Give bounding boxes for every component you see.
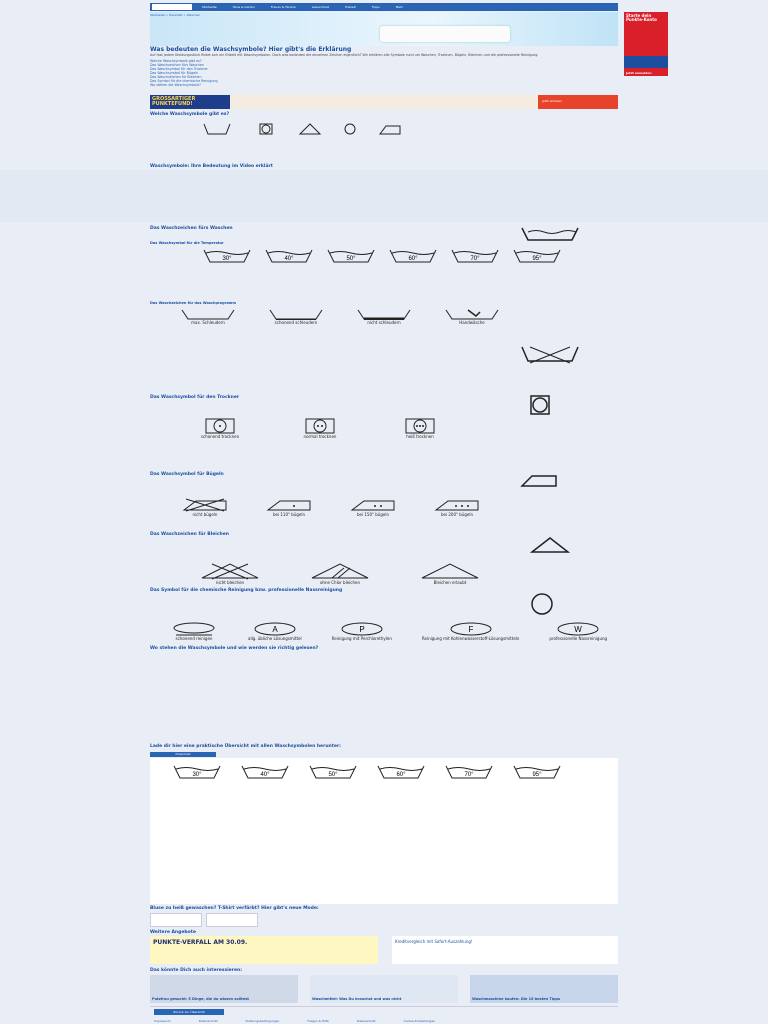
toc-item[interactable]: Das Waschzeichen fürs Waschen <box>150 63 204 67</box>
related-card-title: Waschmaschine kaufen: Die 15 besten Tipps <box>472 997 561 1001</box>
section-heading-clean: Das Symbol für die chemische Reinigung bzw. professionelle Nassreinigung <box>150 588 343 593</box>
dryer-symbol <box>300 418 340 439</box>
section-heading-where: Wo stehen die Waschsymbole und wie werden sie richtig gelesen? <box>150 646 319 651</box>
water-line <box>312 768 354 771</box>
dryer-label: heiß trocknen <box>406 434 434 439</box>
footer-link[interactable]: Fragen & Hilfe <box>307 1019 329 1023</box>
water-line <box>392 252 434 255</box>
download-button[interactable]: Download <box>150 752 216 757</box>
wash-tub-gentle-icon <box>268 308 324 320</box>
footer-links <box>154 1019 435 1024</box>
iron-label: bei 150° bügeln <box>356 512 389 517</box>
bleach-label: nicht bleichen <box>215 580 245 585</box>
footer-link[interactable]: Impressum <box>154 1019 171 1023</box>
iron-symbol <box>432 498 482 517</box>
footer-link[interactable]: Datenschutz <box>356 1019 376 1023</box>
dryer-normal-icon <box>300 418 340 434</box>
program-label: max. Schleudern <box>191 320 225 325</box>
offers-heading: Weitere Angebote <box>150 930 196 935</box>
dryer-label: normal trocknen <box>303 434 337 439</box>
iron-label: bei 200° bügeln <box>440 512 473 517</box>
dryer-symbols <box>200 418 440 439</box>
clean-gentle-icon <box>170 622 218 636</box>
article-title: Was bedeuten die Waschsymbole? Hier gibt's die Erklärung <box>150 46 352 53</box>
bleach-crossed-icon <box>200 562 260 580</box>
overview-heading: Lade dir hier eine praktische Übersicht mit allen Waschsymbolen herunter: <box>150 744 341 749</box>
footer-link[interactable]: Datenschutz <box>198 1019 218 1023</box>
temperature-label: 40° <box>284 256 294 262</box>
toc-item[interactable]: Das Waschsymbol für den Trockner <box>150 67 208 71</box>
clean-label: schonend reinigen <box>175 636 213 641</box>
clean-letter: F <box>468 625 474 634</box>
toc-item[interactable]: Wo stehen die Waschsymbole? <box>150 83 201 87</box>
temperature-label: 60° <box>408 256 418 262</box>
bleach-icon <box>530 536 570 554</box>
shop-logo[interactable] <box>206 913 258 927</box>
hand-wash-icon <box>444 308 500 320</box>
related-card-title: Waschmittel: Was Du brauchst und was nicht <box>312 997 402 1001</box>
article-intro: Auf fast jedem Kleidungsstück findet sich ein Etikett mit Waschsymbolen. Doch was bedeuten die einzelnen Zeichen eigentlich? Wir erklären alle Symbole rund um Waschen, Trocknen, Bügeln, Bleichen und die professionelle Reinigung. <box>150 53 539 57</box>
ad-banner-left: GROSSARTIGER PUNKTEFUND! <box>150 95 230 109</box>
clean-letter-icon <box>447 622 495 636</box>
nav-item[interactable]: Frauen & Familie <box>270 4 296 9</box>
iron-symbol <box>180 498 230 517</box>
hero-image <box>150 12 618 46</box>
temperature-label: 50° <box>346 256 356 262</box>
water-line <box>516 252 558 255</box>
clean-letter-icon <box>338 622 386 636</box>
bleach-symbol <box>200 562 260 585</box>
program-symbol <box>444 308 500 325</box>
nav-item[interactable]: Haus & Garten <box>232 4 255 9</box>
iron-two-dots-icon <box>348 498 398 512</box>
clean-symbol <box>248 622 302 641</box>
water-line <box>176 768 218 771</box>
footer-link[interactable]: Cookie-Einstellungen <box>403 1019 436 1023</box>
water-line <box>268 252 310 255</box>
table-of-contents <box>150 59 618 87</box>
clean-label: Reinigung mit Kohlenwasserstoff-Lösungsmitteln <box>421 636 520 641</box>
bleach-symbol <box>420 562 480 585</box>
ad-banner-middle <box>230 95 538 109</box>
section-heading-wash: Das Waschzeichen fürs Waschen <box>150 226 233 231</box>
iron-one-dot-icon <box>264 498 314 512</box>
offer-left[interactable]: PUNKTE-VERFALL AM 30.09. <box>150 936 378 964</box>
program-symbol <box>356 308 412 325</box>
temperature-label: 95° <box>532 772 542 778</box>
section-heading-iron: Das Waschsymbol für Bügeln <box>150 472 224 477</box>
clean-letter-icon <box>554 622 602 636</box>
side-ad-text: Starte dein Punkte-Konto <box>626 13 657 22</box>
dryer-label: schonend trocknen <box>200 434 240 439</box>
temperature-symbols <box>200 248 580 268</box>
clean-symbol <box>422 622 520 641</box>
nav-item[interactable]: Mehr <box>395 4 404 9</box>
ad-banner[interactable] <box>150 95 618 109</box>
top-navigation <box>150 3 618 11</box>
bleach-symbols <box>200 562 480 585</box>
dryer-symbol <box>400 418 440 439</box>
nav-item[interactable]: Tipps <box>371 4 380 9</box>
program-label: Handwäsche <box>459 320 485 325</box>
shop-logos[interactable] <box>150 913 260 929</box>
clean-letter: A <box>272 625 278 634</box>
dryer-icon <box>530 395 550 415</box>
program-heading: Das Waschzeichen für das Waschprogramm <box>150 301 236 305</box>
iron-symbols <box>180 498 482 517</box>
bleach-no-chlorine-icon <box>310 562 370 580</box>
side-ad-block <box>624 56 668 68</box>
dryer-low-icon <box>200 418 240 434</box>
nav-item[interactable]: Startseite <box>202 4 217 9</box>
footer <box>150 1006 618 1024</box>
wash-tub-no-spin-icon <box>356 308 412 320</box>
temperature-label: 30° <box>222 256 232 262</box>
section-heading-dryer: Das Waschsymbol für den Trockner <box>150 395 240 400</box>
wash-tub-icon <box>180 308 236 320</box>
side-ad[interactable] <box>624 12 668 76</box>
video-section[interactable] <box>0 164 768 222</box>
symbol-overview-icons <box>200 122 480 136</box>
clean-label: allg. übliche Lösungsmittel <box>248 636 302 641</box>
site-logo[interactable] <box>152 4 192 10</box>
related-heading: Bluse zu heiß gewaschen? T-Shirt verfärbt? Hier gibt's neue Mode: <box>150 906 319 911</box>
breadcrumb[interactable]: Startseite > Haushalt > Waschen <box>150 13 201 17</box>
side-ad-sub: Jetzt anmelden <box>626 71 652 75</box>
bleach-label: ohne Chlor bleichen <box>319 580 360 585</box>
bleach-label: Bleichen erlaubt <box>433 580 467 585</box>
iron-label: bei 110° bügeln <box>272 512 305 517</box>
water-line <box>454 252 496 255</box>
temperature-label: 70° <box>464 772 474 778</box>
wash-tub-icon <box>520 226 580 242</box>
water-line <box>206 252 248 255</box>
iron-symbol <box>264 498 314 517</box>
clean-letter: P <box>359 625 365 634</box>
clean-symbol <box>549 622 607 641</box>
dryer-symbol <box>200 418 240 439</box>
program-symbol <box>180 308 236 325</box>
program-label: nicht schleudern <box>367 320 401 325</box>
dry-clean-icon <box>530 592 554 616</box>
iron-label: nicht bügeln <box>192 512 218 517</box>
toc-item[interactable]: Das Symbol für die chemische Reinigung <box>150 79 218 83</box>
program-symbols <box>180 308 500 325</box>
clean-label: Reinigung mit Perchlorethylen <box>331 636 392 641</box>
overview-temperature-symbols <box>170 764 590 782</box>
toc-item[interactable]: Das Waschsymbol für Bügeln <box>150 71 199 75</box>
clean-symbol <box>170 622 218 641</box>
toc-item[interactable]: Welche Waschsymbole gibt es? <box>150 59 202 63</box>
footer-link[interactable]: Nutzungsbedingungen <box>245 1019 280 1023</box>
overview-image[interactable] <box>150 758 618 904</box>
water-line <box>516 768 558 771</box>
clean-symbols <box>170 622 607 641</box>
article <box>150 46 618 87</box>
dryer-hot-icon <box>400 418 440 434</box>
section-heading-bleach: Das Waschzeichen für Bleichen <box>150 532 229 537</box>
temp-heading: Das Waschsymbol für die Temperatur <box>150 241 224 245</box>
temperature-label: 60° <box>396 772 406 778</box>
video-heading: Waschsymbole: Ihre Bedeutung im Video erklärt <box>150 164 273 169</box>
temperature-label: 40° <box>260 772 270 778</box>
laundry-label-image <box>380 26 510 42</box>
related-card[interactable] <box>150 975 298 1003</box>
temperature-label: 50° <box>328 772 338 778</box>
offer-right[interactable]: Kreditvergleich mit Sofort-Auszahlung! <box>392 936 618 964</box>
program-symbol <box>268 308 324 325</box>
related-card[interactable] <box>470 975 618 1003</box>
clean-letter-icon <box>251 622 299 636</box>
clean-label: professionelle Nassreinigung <box>549 636 608 641</box>
iron-three-dots-icon <box>432 498 482 512</box>
water-line <box>244 768 286 771</box>
iron-crossed-icon <box>180 498 230 512</box>
clean-symbol <box>332 622 392 641</box>
nav-item[interactable]: Freizeit <box>344 4 356 9</box>
shop-logo[interactable] <box>150 913 202 927</box>
clean-letter: W <box>574 625 583 634</box>
temperature-label: 30° <box>192 772 202 778</box>
program-label: schonend schleudern <box>274 320 318 325</box>
nav-item[interactable]: Gesundheit <box>311 4 329 9</box>
interest-heading: Das könnte Dich auch interessieren: <box>150 968 242 973</box>
bleach-symbol <box>310 562 370 585</box>
ad-banner-cta[interactable]: Jetzt einlösen <box>538 95 618 109</box>
iron-symbol <box>348 498 398 517</box>
section-heading: Welche Waschsymbole gibt es? <box>150 112 230 117</box>
water-line <box>380 768 422 771</box>
back-button[interactable]: Zurück zur Übersicht <box>154 1009 224 1015</box>
related-card[interactable] <box>310 975 458 1003</box>
temperature-label: 70° <box>470 256 480 262</box>
bleach-allowed-icon <box>420 562 480 580</box>
related-card-title: Putzfrau gesucht: 5 Dinge, die du wissen solltest <box>152 997 249 1001</box>
toc-item[interactable]: Das Waschzeichen für Bleichen <box>150 75 202 79</box>
water-line <box>330 252 372 255</box>
iron-icon <box>520 472 560 488</box>
wash-crossed-icon <box>520 345 580 365</box>
water-line <box>448 768 490 771</box>
temperature-label: 95° <box>532 256 542 262</box>
